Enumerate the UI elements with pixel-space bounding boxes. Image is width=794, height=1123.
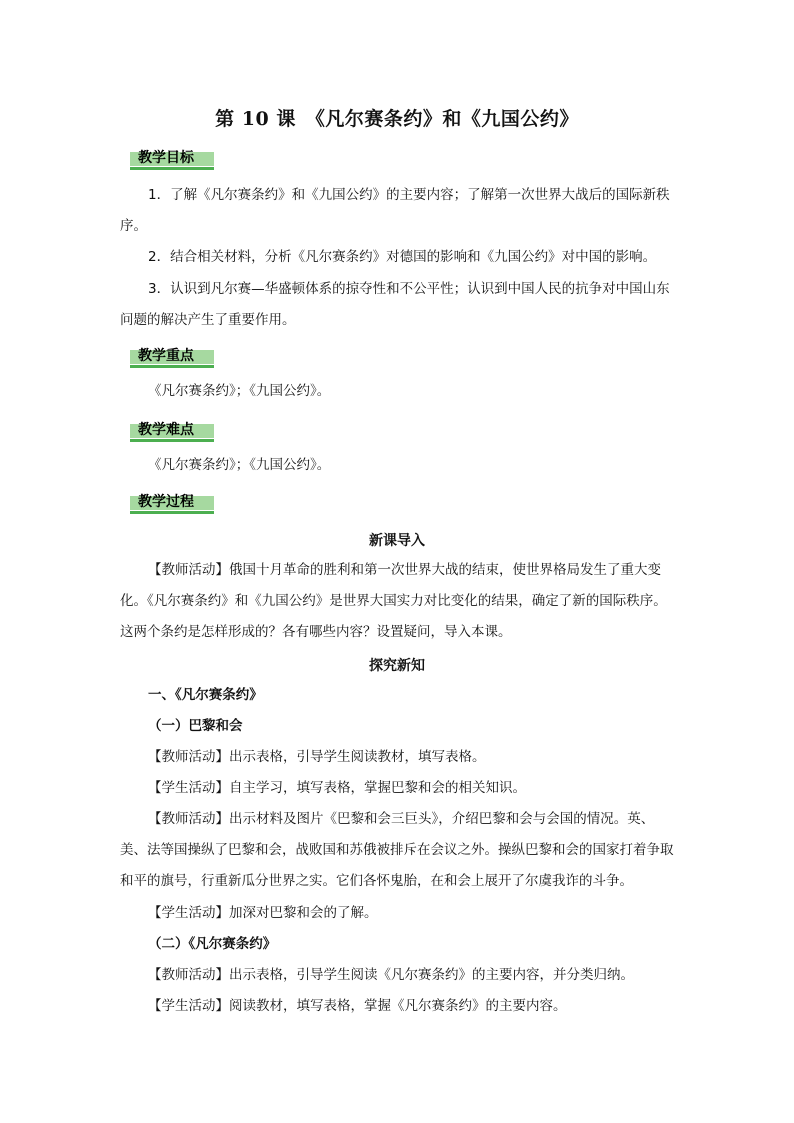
objective-item-2: 2．结合相关材料，分析《凡尔赛条约》对德国的影响和《九国公约》对中国的影响。 xyxy=(148,249,657,265)
teacher-activity-2: 【教师活动】出示材料及图片《巴黎和会三巨头》，介绍巴黎和会与会国的情况。英、美、法等国操纵了巴黎和会，战败国和苏俄被排斥在会议之外。操纵巴黎和会的国家打着争取和平的旗号，行重新瓜分世界之实。它们各怀鬼胎，在和会上展开了尔虞我诈的斗争。 xyxy=(120,811,674,889)
sub-heading-paris-conference: （一）巴黎和会 xyxy=(148,718,243,734)
objective-item-1: 1．了解《凡尔赛条约》和《九国公约》的主要内容；了解第一次世界大战后的国际新秩序。 xyxy=(120,187,670,234)
heading-underline xyxy=(130,365,214,368)
section-label: 教学目标 xyxy=(138,150,194,166)
subheading-intro: 新课导入 xyxy=(369,533,425,549)
part-heading-versailles: 一、《凡尔赛条约》 xyxy=(148,687,263,703)
heading-underline xyxy=(130,167,214,170)
student-activity-2: 【学生活动】加深对巴黎和会的了解。 xyxy=(148,905,378,921)
sub-heading-versailles-treaty: （二）《凡尔赛条约》 xyxy=(148,936,277,952)
heading-underline xyxy=(130,439,214,442)
subheading-explore: 探究新知 xyxy=(369,658,425,674)
student-activity-1: 【学生活动】自主学习，填写表格，掌握巴黎和会的相关知识。 xyxy=(148,780,526,796)
section-label: 教学过程 xyxy=(138,494,194,510)
section-heading-objectives xyxy=(130,148,214,170)
section-heading-key-points xyxy=(130,346,214,368)
heading-underline xyxy=(130,511,214,514)
key-points-text: 《凡尔赛条约》；《九国公约》。 xyxy=(148,383,331,399)
intro-paragraph: 【教师活动】俄国十月革命的胜利和第一次世界大战的结束，使世界格局发生了重大变化。《凡尔赛条约》和《九国公约》是世界大国实力对比变化的结果，确定了新的国际秩序。这两个条约是怎样形成的？各有哪些内容？设置疑问，导入本课。 xyxy=(120,562,667,640)
teacher-activity-1: 【教师活动】出示表格，引导学生阅读教材，填写表格。 xyxy=(148,749,486,765)
teacher-activity-3: 【教师活动】出示表格，引导学生阅读《凡尔赛条约》的主要内容，并分类归纳。 xyxy=(148,967,634,983)
objective-item-3: 3．认识到凡尔赛—华盛顿体系的掠夺性和不公平性；认识到中国人民的抗争对中国山东问题的解决产生了重要作用。 xyxy=(120,281,670,328)
lesson-title: 第 10 课 《凡尔赛条约》和《九国公约》 xyxy=(215,108,579,130)
section-label: 教学难点 xyxy=(138,422,194,438)
section-heading-difficulties xyxy=(130,420,214,442)
student-activity-3: 【学生活动】阅读教材，填写表格，掌握《凡尔赛条约》的主要内容。 xyxy=(148,998,567,1014)
section-heading-process xyxy=(130,492,214,514)
section-label: 教学重点 xyxy=(138,348,194,364)
difficulties-text: 《凡尔赛条约》；《九国公约》。 xyxy=(148,457,331,473)
